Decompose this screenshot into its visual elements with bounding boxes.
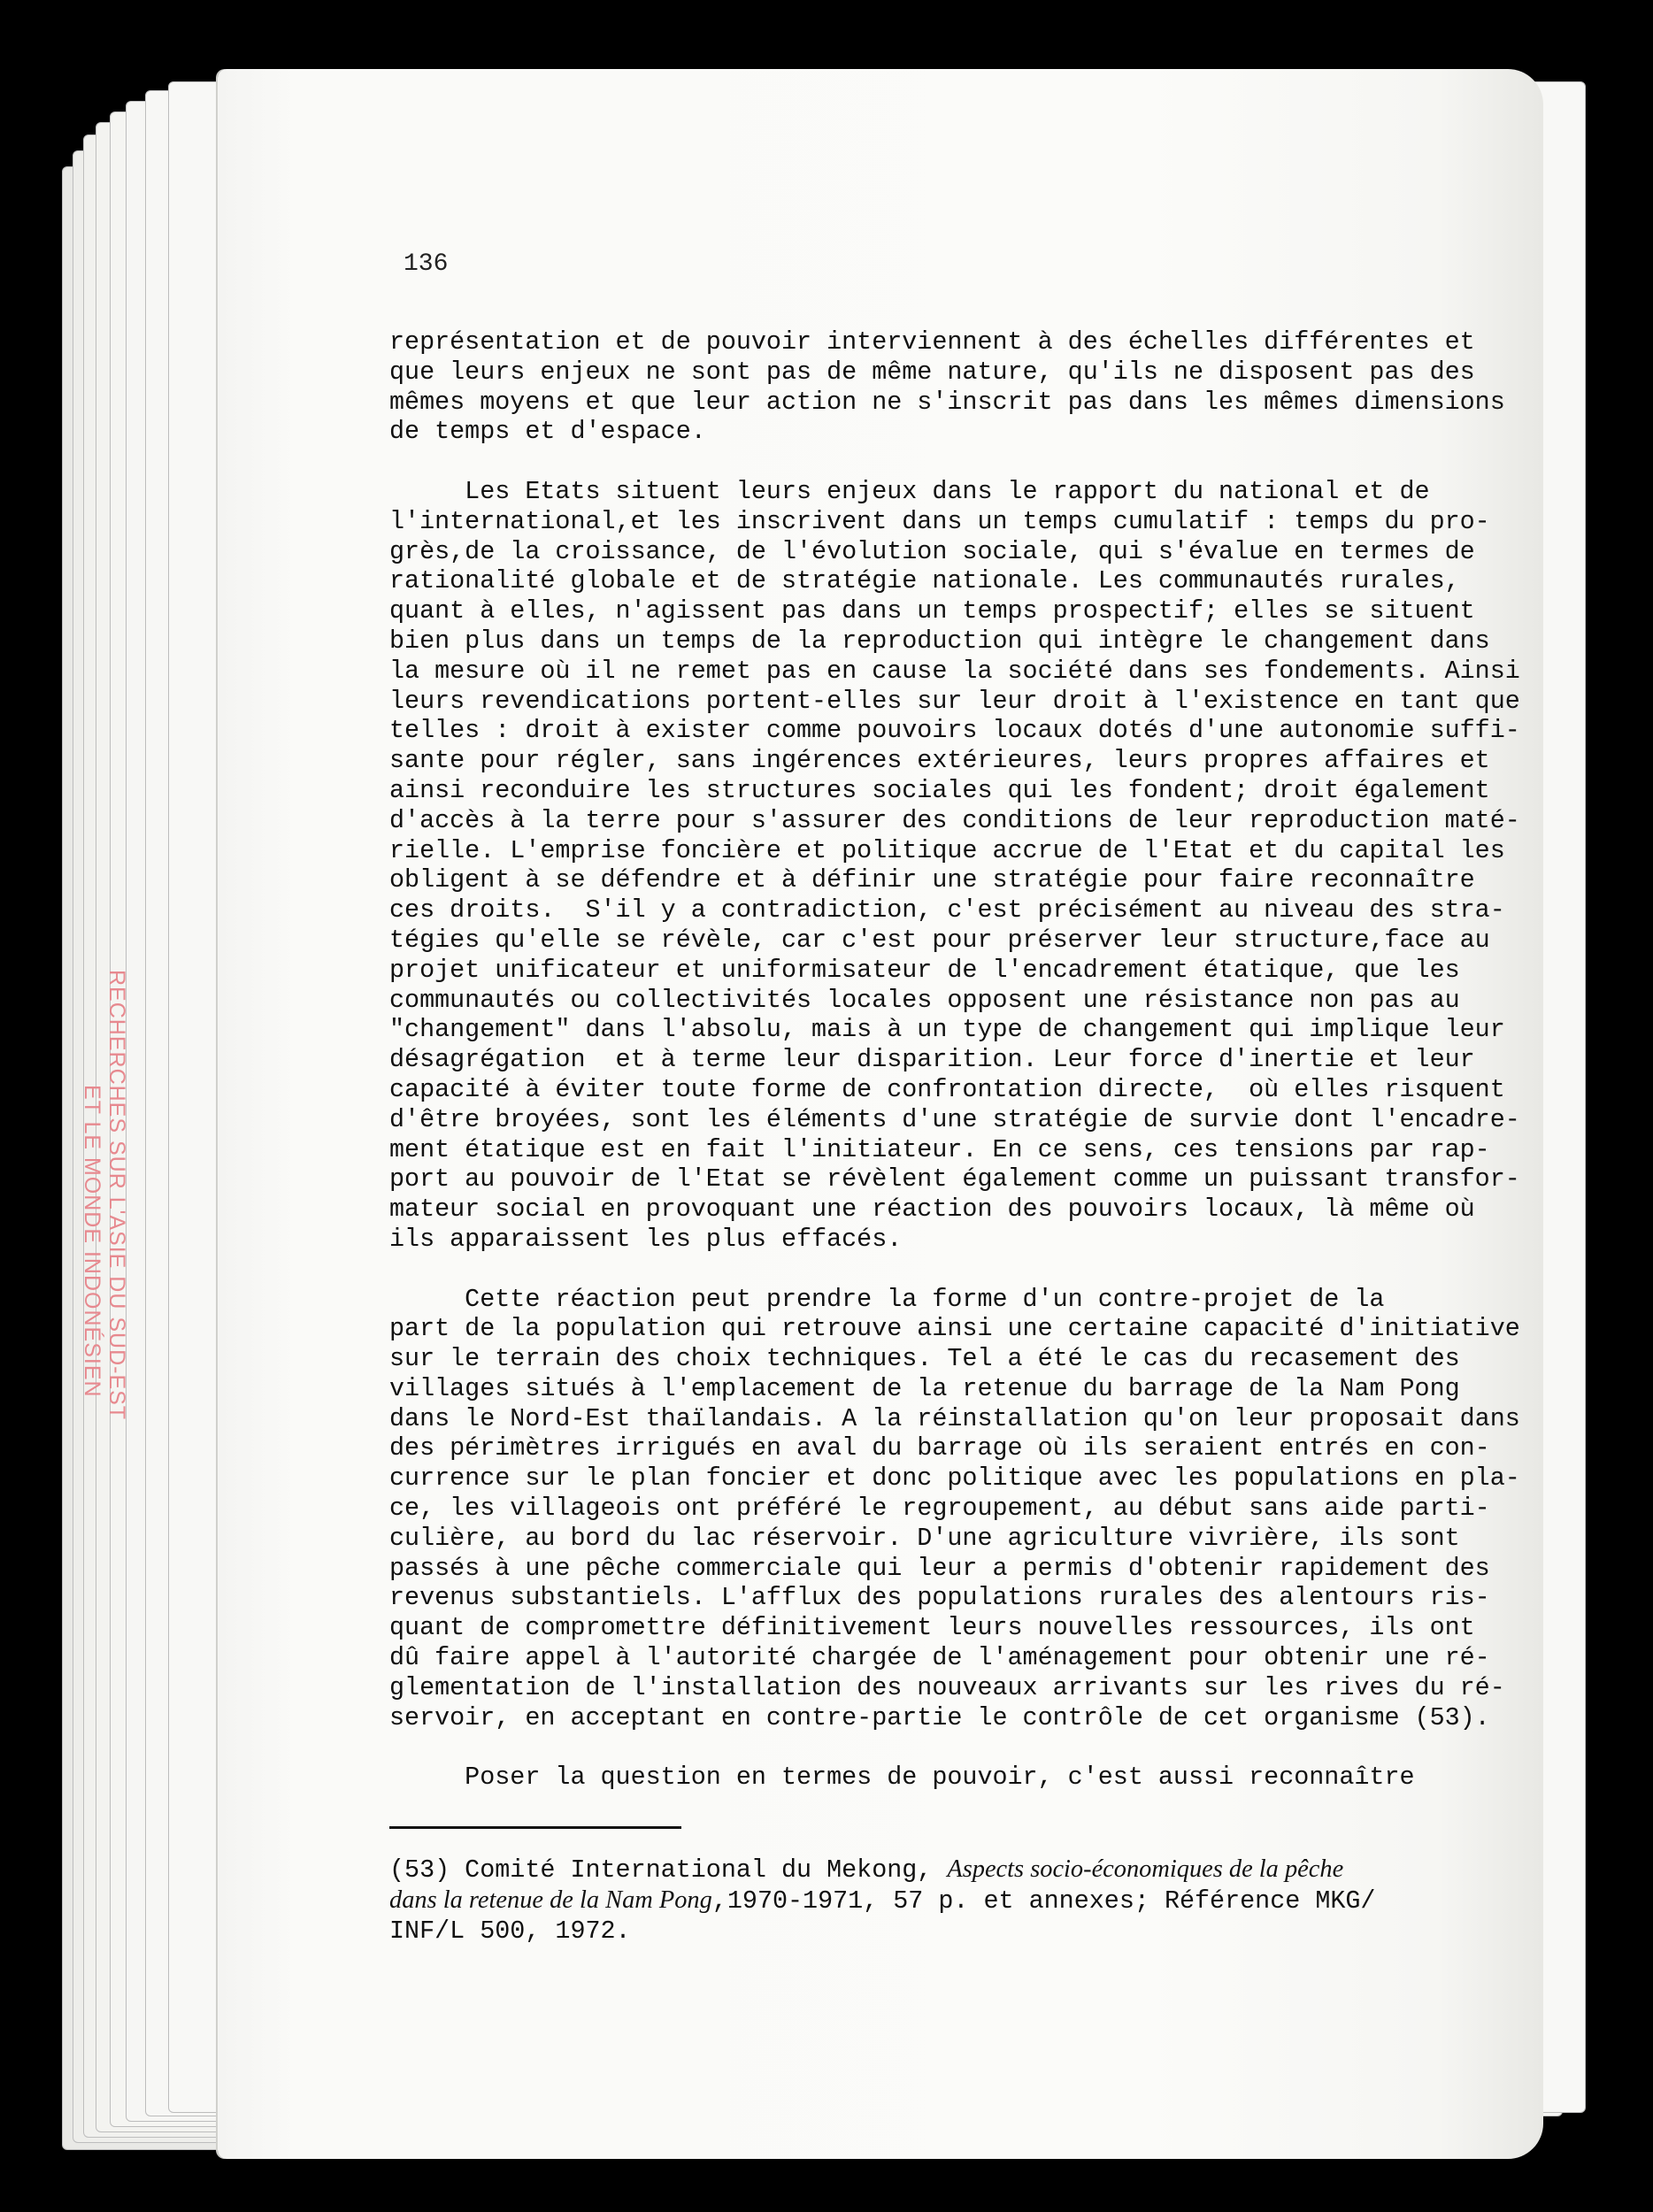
text-line: ce, les villageois ont préféré le regroupement, au début sans aide parti- [389, 1494, 1490, 1524]
text-line: obligent à se défendre et à définir une stratégie pour faire reconnaître [389, 865, 1475, 895]
text-line: capacité à éviter toute forme de confrontation directe, où elles risquent [389, 1074, 1505, 1104]
text-line: rielle. L'emprise foncière et politique accrue de l'Etat et du capital les [389, 835, 1505, 865]
text-line: part de la population qui retrouve ainsi une certaine capacité d'initiative [389, 1314, 1520, 1344]
text-line: communautés ou collectivités locales opposent une résistance non pas au [389, 985, 1460, 1015]
text-line: que leurs enjeux ne sont pas de même nature, qu'ils ne disposent pas des [389, 357, 1475, 387]
footnote-line-1 [389, 1855, 1487, 1886]
footnote [389, 1855, 1487, 1947]
text-line: sante pour régler, sans ingérences extérieures, leurs propres affaires et [389, 746, 1490, 776]
text-line: sur le terrain des choix techniques. Tel a été le cas du recasement des [389, 1344, 1460, 1374]
text-line: Cette réaction peut prendre la forme d'un contre-projet de la [389, 1284, 1385, 1314]
paragraph-3 [389, 1284, 1520, 1733]
text-line: mêmes moyens et que leur action ne s'inscrit pas dans les mêmes dimensions [389, 387, 1505, 417]
text-line: d'accès à la terre pour s'assurer des conditions de leur reproduction maté- [389, 805, 1520, 835]
text-line: glementation de l'installation des nouveaux arrivants sur les rives du ré- [389, 1672, 1505, 1702]
text-line: revenus substantiels. L'afflux des populations rurales des alentours ris- [389, 1583, 1490, 1613]
footnote-title-italic: dans la retenue de la Nam Pong [389, 1886, 712, 1914]
text-line: ainsi reconduire les structures sociales qui les fondent; droit également [389, 775, 1490, 805]
stamp-line-1: RECHERCHES SUR L'ASIE DU SUD-EST [104, 970, 129, 1421]
text-line: projet unificateur et uniformisateur de l'encadrement étatique, que les [389, 955, 1460, 985]
text-line: mateur social en provoquant une réaction des pouvoirs locaux, là même où [389, 1194, 1475, 1225]
text-line: dans le Nord-Est thaïlandais. A la réinstallation qu'on leur proposait dans [389, 1403, 1520, 1433]
text-line: rationalité globale et de stratégie nationale. Les communautés rurales, [389, 566, 1460, 596]
text-line: de temps et d'espace. [389, 417, 706, 447]
library-stamp [80, 970, 158, 1518]
paragraph-2 [389, 476, 1520, 1255]
text-line: d'être broyées, sont les éléments d'une stratégie de survie dont l'encadre- [389, 1104, 1520, 1134]
text-line: telles : droit à exister comme pouvoirs locaux dotés d'une autonomie suffi- [389, 716, 1520, 746]
text-line: quant à elles, n'agissent pas dans un temps prospectif; elles se situent [389, 596, 1475, 626]
footnote-line-3: INF/L 500, 1972. [389, 1916, 631, 1946]
text-line: Les Etats situent leurs enjeux dans le rapport du national et de [389, 476, 1430, 506]
text-line: quant de compromettre définitivement leurs nouvelles ressources, ils ont [389, 1613, 1475, 1643]
text-line: l'international,et les inscrivent dans un temps cumulatif : temps du pro- [389, 506, 1490, 536]
text-line: ces droits. S'il y a contradiction, c'est précisément au niveau des stra- [389, 895, 1505, 926]
text-line: la mesure où il ne remet pas en cause la société dans ses fondements. Ainsi [389, 656, 1520, 686]
text-line: port au pouvoir de l'Etat se révèlent également comme un puissant transfor- [389, 1164, 1520, 1194]
text-line: currence sur le plan foncier et donc politique avec les populations en pla- [389, 1463, 1520, 1494]
stamp-line-2: ET LE MONDE INDONÉSIEN [80, 1085, 104, 1398]
text-line: désagrégation et à terme leur disparition. Leur force d'inertie et leur [389, 1045, 1475, 1075]
text-line: villages situés à l'emplacement de la retenue du barrage de la Nam Pong [389, 1373, 1460, 1403]
text-line: passés à une pêche commerciale qui leur a permis d'obtenir rapidement des [389, 1553, 1490, 1583]
text-line: Poser la question en termes de pouvoir, c'est aussi reconnaître [389, 1763, 1415, 1793]
paragraph-1 [389, 327, 1505, 447]
text-line: ils apparaissent les plus effacés. [389, 1224, 903, 1254]
text-line: grès,de la croissance, de l'évolution sociale, qui s'évalue en termes de [389, 536, 1475, 566]
text-line: dû faire appel à l'autorité chargée de l'aménagement pour obtenir une ré- [389, 1643, 1490, 1673]
footnote-line-2 [389, 1886, 1487, 1916]
text-line: des périmètres irrigués en aval du barrage où ils seraient entrés en con- [389, 1433, 1490, 1463]
footnote-text: ,1970-1971, 57 p. et annexes; Référence MKG/ [711, 1886, 1376, 1916]
text-line: représentation et de pouvoir interviennent à des échelles différentes et [389, 327, 1475, 357]
footnote-title-italic: Aspects socio-économiques de la pêche [947, 1855, 1344, 1883]
text-line: servoir, en acceptant en contre-partie le contrôle de cet organisme (53). [389, 1702, 1490, 1732]
text-line: tégies qu'elle se révèle, car c'est pour préserver leur structure,face au [389, 925, 1490, 955]
text-line: bien plus dans un temps de la reproduction qui intègre le changement dans [389, 626, 1490, 656]
text-line: leurs revendications portent-elles sur leur droit à l'existence en tant que [389, 686, 1520, 716]
paragraph-4 [389, 1763, 1487, 1793]
footnote-separator [389, 1826, 681, 1829]
page-number: 136 [404, 250, 449, 278]
footnote-text: (53) Comité International du Mekong, [389, 1855, 948, 1885]
text-line: culière, au bord du lac réservoir. D'une agriculture vivrière, ils sont [389, 1523, 1460, 1553]
text-line: ment étatique est en fait l'initiateur. En ce sens, ces tensions par rap- [389, 1134, 1490, 1164]
text-line: "changement" dans l'absolu, mais à un type de changement qui implique leur [389, 1015, 1505, 1045]
body-text [389, 327, 1520, 1793]
